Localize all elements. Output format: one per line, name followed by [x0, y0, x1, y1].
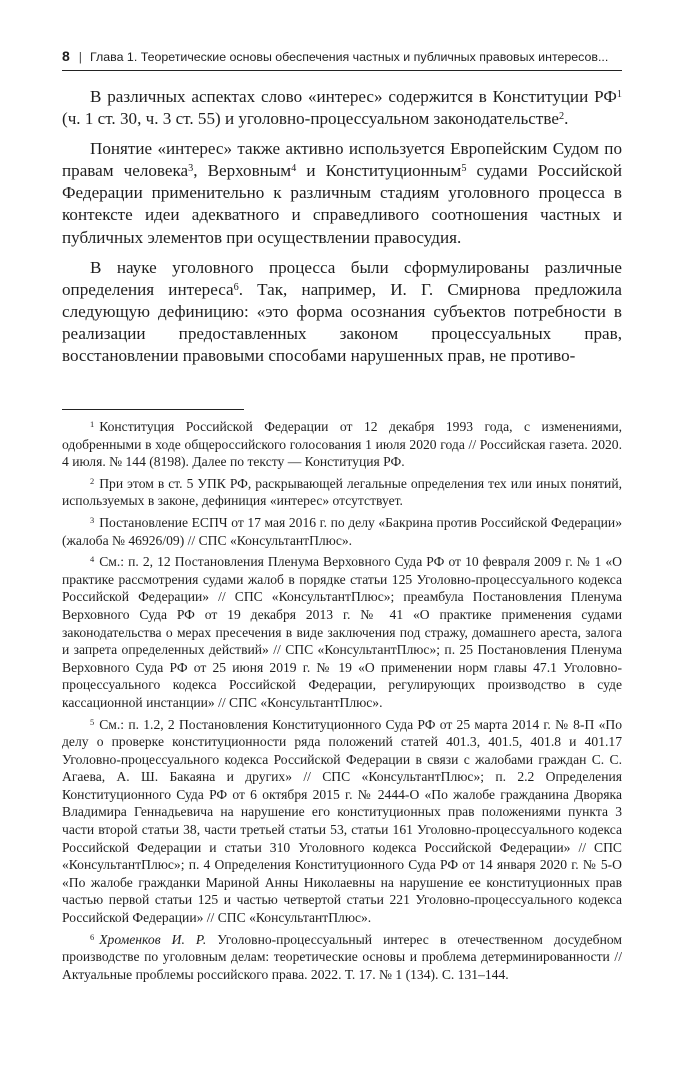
footnote-6: $^6$ Хроменков И. Р. Уголовно-процессуальный интерес в отечественном досудебном производстве по уголовным делам: теоретические основы и проблема детерминированности // Актуальные проблемы российского права. 2022. Т. 17. № 1 (134). С. 131–144.	[62, 931, 622, 982]
footnote-mark: 4	[90, 554, 95, 565]
footnote-ref-2[interactable]: 2	[558, 110, 565, 122]
footnote-author: Хроменков И. Р.	[99, 931, 207, 947]
paragraph-2: Понятие «интерес» также активно используется Европейским Судом по правам человека$^3$, Верховным$^4$ и Конституционным$^5$ судами Российской Федерации применительно к различным стадиям уголовного процесса в контексте идеи адекватного и справедливого соотношения частных и публичных элементов при осуществлении правосудия.	[62, 139, 622, 247]
footnote-1: $^1$ Конституция Российской Федерации от 12 декабря 1993 года, с изменениями, одобренными в ходе общероссийского голосования 1 июля 2020 года // Российская газета. 2020. 4 июля. № 144 (8198). Далее по тексту — Конституция РФ.	[62, 419, 622, 470]
footnote-rule	[62, 409, 244, 410]
footnote-ref-1[interactable]: 1	[616, 88, 622, 100]
paragraph-3: В науке уголовного процесса были сформулированы различные определения интереса$^6$. Так, например, И. Г. Смирнова предложила следующую дефиницию: «это форма осознания субъектов потребности в реализации предоставленных законом процессуальных прав, восстановлении правовыми способами нарушенных прав, не противо-	[62, 257, 622, 366]
footnote-5: $^5$ См.: п. 1.2, 2 Постановления Конституционного Суда РФ от 25 марта 2014 г. № 8-П «По делу о проверке конституционности ряда положений статей 401.3, 401.5, 401.8 и 401.17 Уголовно-процессуального кодекса Российской Федерации в связи с жалобами граждан С. С. Агаева, А. Ш. Бакаяна и других» // СПС «КонсультантПлюс»; п. 2.2 Определения Конституционного Суда РФ от 6 октября 2015 г. № 2444-О «По жалобе гражданина Дворяка Владимира Геннадьевича на нарушение его конституционных прав положениями пункта 3 части второй статьи 38, части третьей статьи 53, статьи 161 Уголовно-процессуального кодекса Российской Федерации и статьи 310 Уголовного кодекса Российской Федерации» // СПС «КонсультантПлюс»; п. 4 Определения Конституционного Суда РФ от 14 января 2020 г. № 5-О «По жалобе гражданки Мариной Анны Николаевны на нарушение ее конституционных прав частью первой статьи 125 и частью четвертой статьи 221 Уголовно-процессуального кодекса Российской Федерации» // СПС «КонсультантПлюс».	[62, 716, 622, 926]
main-text	[62, 86, 622, 375]
footnote-ref-4[interactable]: 4	[291, 163, 297, 175]
header-rule	[62, 70, 622, 71]
footnotes	[62, 418, 622, 987]
footnote-ref-3[interactable]: 3	[188, 163, 194, 175]
footnote-4: $^4$ См.: п. 2, 12 Постановления Пленума Верховного Суда РФ от 10 февраля 2009 г. № 1 «О практике рассмотрения судами жалоб в порядке статьи 125 Уголовно-процессуального кодекса Российской Федерации» // СПС «КонсультантПлюс»; преамбула Постановления Пленума Верховного Суда РФ от 19 декабря 2013 г. № 41 «О практике применения судами законодательства о мерах пресечения в виде заключения под стражу, домашнего ареста, залога и запрета определенных действий» // СПС «КонсультантПлюс»; п. 25 Постановления Пленума Верховного Суда РФ от 25 июня 2019 г. № 19 «О применении норм главы 47.1 Уголовно-процессуального кодекса Российской Федерации, регулирующих производство в суде кассационной инстанции» // СПС «КонсультантПлюс».	[62, 554, 622, 710]
footnote-mark: 3	[90, 515, 95, 526]
footnote-mark: 1	[90, 419, 95, 430]
running-title: Глава 1. Теоретические основы обеспечения частных и публичных правовых интересов...	[90, 50, 609, 64]
footnote-2: $^2$ При этом в ст. 5 УПК РФ, раскрывающей легальные определения тех или иных понятий, используемых в законе, дефиниция «интерес» отсутствует.	[62, 475, 622, 509]
page-number: 8	[62, 48, 70, 64]
footnote-mark: 6	[90, 931, 95, 942]
footnote-mark: 5	[90, 716, 95, 727]
paragraph-1: В различных аспектах слово «интерес» содержится в Конституции $РФ^1$ (ч. 1 ст. 30, ч. 3 ст. 55) и уголовно-процессуальном законодательстве$^2$.	[62, 87, 622, 129]
footnote-ref-6[interactable]: 6	[233, 281, 239, 293]
footnote-mark: 2	[90, 476, 95, 486]
running-header	[62, 46, 622, 66]
header-separator: |	[78, 50, 83, 64]
footnote-ref-5[interactable]: 5	[461, 163, 467, 175]
footnote-3: $^3$ Постановление ЕСПЧ от 17 мая 2016 г. по делу «Бакрина против Российской Федерации» (жалоба № 46926/09) // СПС «КонсультантПлюс».	[62, 514, 622, 548]
